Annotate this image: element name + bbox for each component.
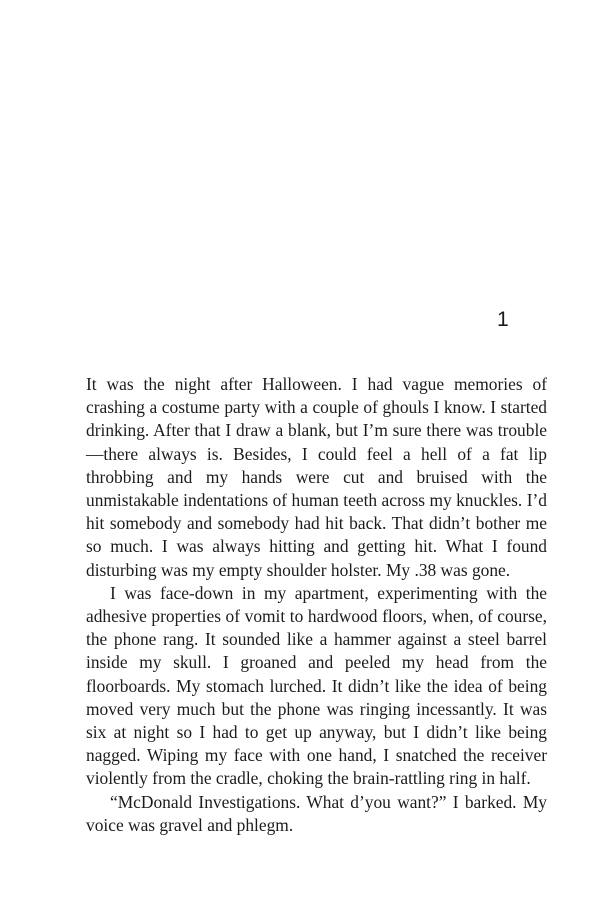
paragraph-1: It was the night after Halloween. I had vague memories of crashing a costume party with a couple of ghouls I know. I started drinking. After that I draw a blank, but I’m sure there was trouble—there always is. Besides, I could feel a hell of a fat lip throbbing and my hands were cut and bruised with the unmistakable indentations of human teeth across my knuckles. I’d hit somebody and somebody had hit back. That didn’t bother me so much. I was always hitting and getting hit. What I found disturbing was my empty shoulder holster. My .38 was gone.: [86, 374, 547, 580]
chapter-number: 1: [497, 308, 509, 331]
chapter-body: [86, 373, 547, 837]
paragraph-3: “McDonald Investigations. What d’you want?” I barked. My voice was gravel and phlegm.: [86, 791, 547, 835]
paragraph-2: I was face-down in my apartment, experimenting with the adhesive properties of vomit to hardwood floors, when, of course, the phone rang. It sounded like a hammer against a steel barrel inside my skull. I groaned and peeled my head from the floorboards. My stomach lurched. It didn’t like the idea of being moved very much but the phone was ringing incessantly. It was six at night so I had to get up anyway, but I didn’t like being nagged. Wiping my face with one hand, I snatched the receiver violently from the cradle, choking the brain-rattling ring in half.: [86, 582, 547, 789]
